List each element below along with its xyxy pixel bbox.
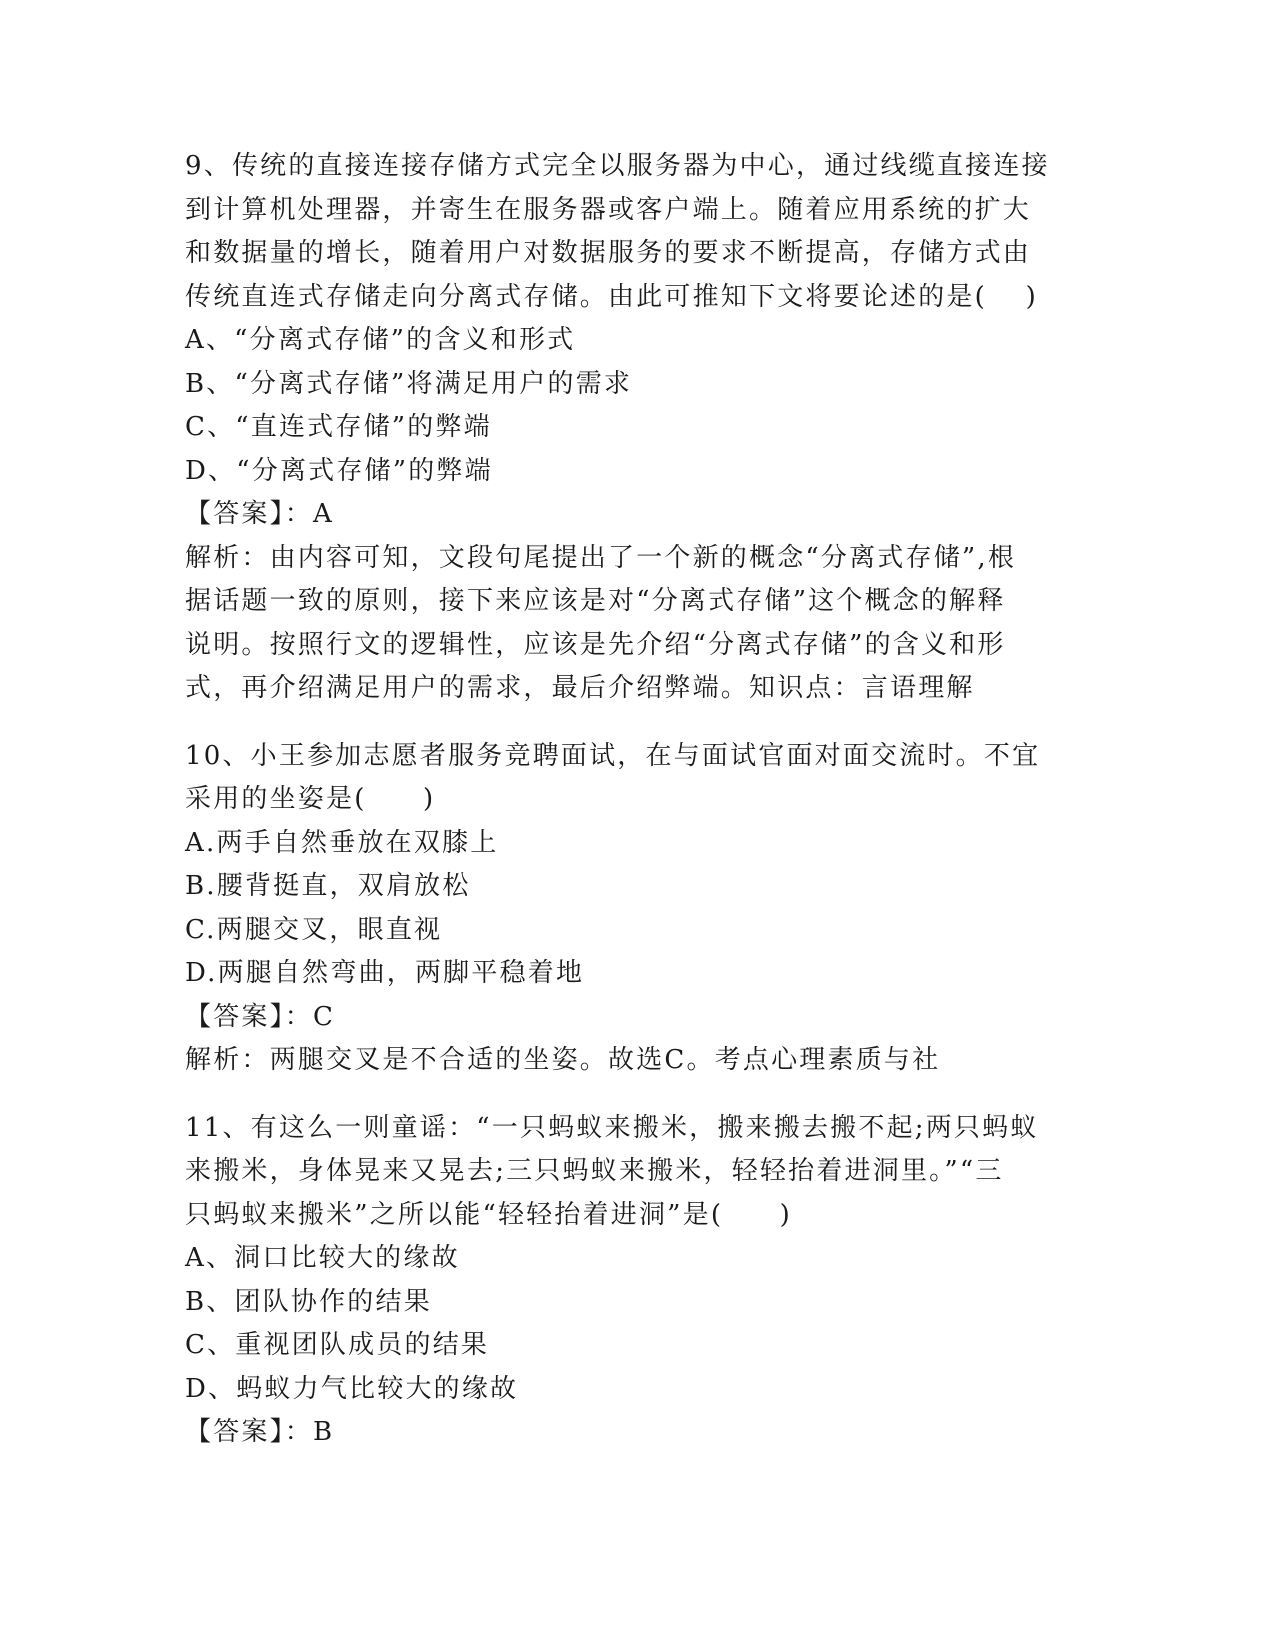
option-d: D.两腿自然弯曲，两脚平稳着地 <box>185 958 585 988</box>
stem-line: 11、有这么一则童谣：“一只蚂蚁来搬米，搬来搬去搬不起;两只蚂蚁 <box>185 1112 1039 1143</box>
answer-line: 【答案】：A <box>185 499 334 529</box>
analysis-line: 式，再介绍满足用户的需求，最后介绍弊端。知识点：言语理解 <box>185 673 975 703</box>
question-11 <box>185 1107 1085 1455</box>
stem-line: 只蚂蚁来搬米”之所以能“轻轻抬着进洞”是( ) <box>185 1199 792 1230</box>
option-b: B、“分离式存储”将满足用户的需求 <box>185 368 633 399</box>
option-d: D、“分离式存储”的弊端 <box>185 455 493 486</box>
question-options <box>185 1237 1085 1411</box>
stem-line: 到计算机处理器，并寄生在服务器或客户端上。随着应用系统的扩大 <box>185 194 1032 225</box>
analysis-line: 解析：两腿交叉是不合适的坐姿。故选C。考点心理素质与社 <box>185 1045 941 1075</box>
question-options <box>185 822 1085 996</box>
option-a: A、“分离式存储”的含义和形式 <box>185 325 576 355</box>
question-stem <box>185 145 1085 319</box>
stem-line: 采用的坐姿是( ) <box>185 784 436 814</box>
option-a: A.两手自然垂放在双膝上 <box>185 827 499 858</box>
answer-line: 【答案】：B <box>185 1417 335 1447</box>
question-10 <box>185 735 1085 1083</box>
option-b: B、团队协作的结果 <box>185 1286 432 1317</box>
question-options <box>185 319 1085 493</box>
question-stem <box>185 735 1085 822</box>
document-page <box>185 145 1085 1479</box>
analysis <box>185 1039 1085 1083</box>
analysis-line: 据话题一致的原则，接下来应该是对“分离式存储”这个概念的解释 <box>185 586 1006 616</box>
option-c: C.两腿交叉，眼直视 <box>185 914 443 945</box>
option-b: B.腰背挺直，双肩放松 <box>185 871 471 901</box>
stem-line: 和数据量的增长，随着用户对数据服务的要求不断提高，存储方式由 <box>185 238 1032 268</box>
analysis-line: 解析：由内容可知，文段句尾提出了一个新的概念“分离式存储”,根 <box>185 542 1017 573</box>
option-c: C、“直连式存储”的弊端 <box>185 412 492 442</box>
option-a: A、洞口比较大的缘故 <box>185 1243 460 1273</box>
stem-line: 传统直连式存储走向分离式存储。由此可推知下文将要论述的是( ) <box>185 281 1038 312</box>
analysis <box>185 537 1085 711</box>
stem-line: 10、小王参加志愿者服务竞聘面试，在与面试官面对面交流时。不宜 <box>185 740 1041 771</box>
question-9 <box>185 145 1085 711</box>
stem-line: 9、传统的直接连接存储方式完全以服务器为中心，通过线缆直接连接 <box>185 151 1050 181</box>
question-stem <box>185 1107 1085 1238</box>
answer-line: 【答案】：C <box>185 1001 336 1032</box>
stem-line: 来搬米，身体晃来又晃去;三只蚂蚁来搬米，轻轻抬着进洞里。”“三 <box>185 1156 1004 1186</box>
option-d: D、蚂蚁力气比较大的缘故 <box>185 1373 519 1404</box>
analysis-line: 说明。按照行文的逻辑性，应该是先介绍“分离式存储”的含义和形 <box>185 629 1006 660</box>
option-c: C、重视团队成员的结果 <box>185 1330 490 1360</box>
